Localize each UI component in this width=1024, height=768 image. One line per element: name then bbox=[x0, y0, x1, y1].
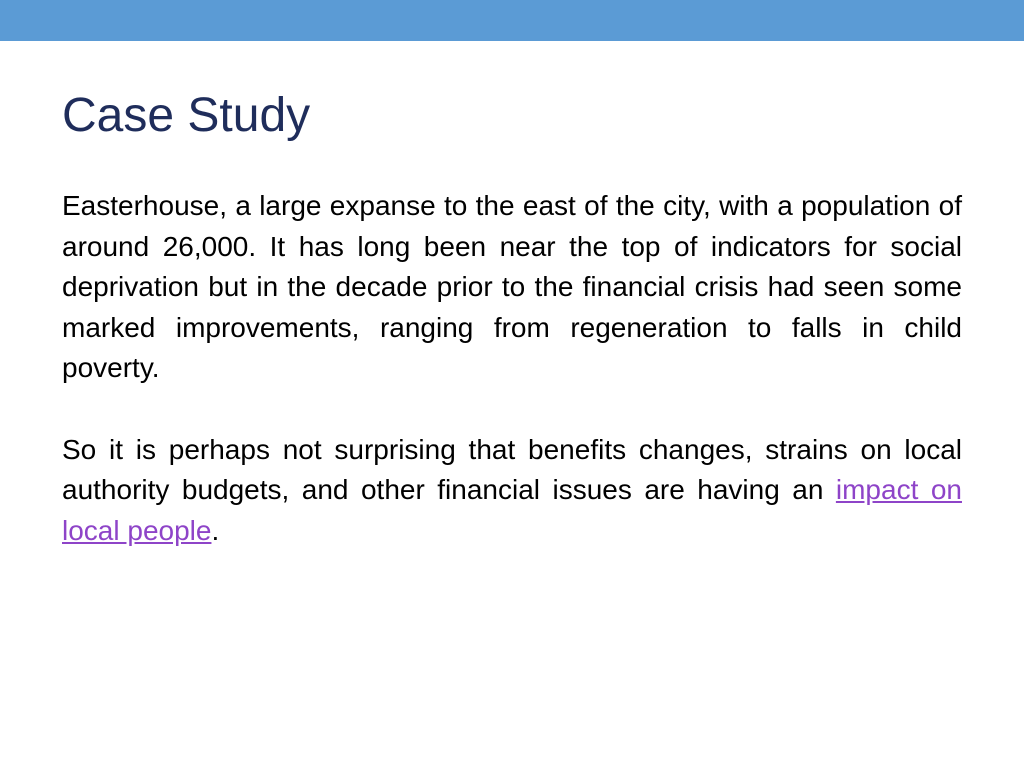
impact-link[interactable]: impact on local people bbox=[62, 474, 962, 546]
paragraph-2-end: . bbox=[211, 514, 220, 546]
paragraph-2-text: So it is perhaps not surprising that benefits changes, strains on local authority budgets, and other financial issues are having an bbox=[62, 433, 962, 505]
paragraph-1: Easterhouse, a large expanse to the east of the city, with a population of around 26,000. It has long been near the top of indicators for social deprivation but in the decade prior to the financial crisis had seen some marked improvements, ranging from regeneration to falls in child poverty. bbox=[62, 190, 962, 383]
slide-title: Case Study bbox=[62, 89, 311, 142]
accent-bar bbox=[0, 0, 1024, 41]
slide-body bbox=[62, 186, 962, 551]
paragraph-2 bbox=[62, 430, 962, 552]
